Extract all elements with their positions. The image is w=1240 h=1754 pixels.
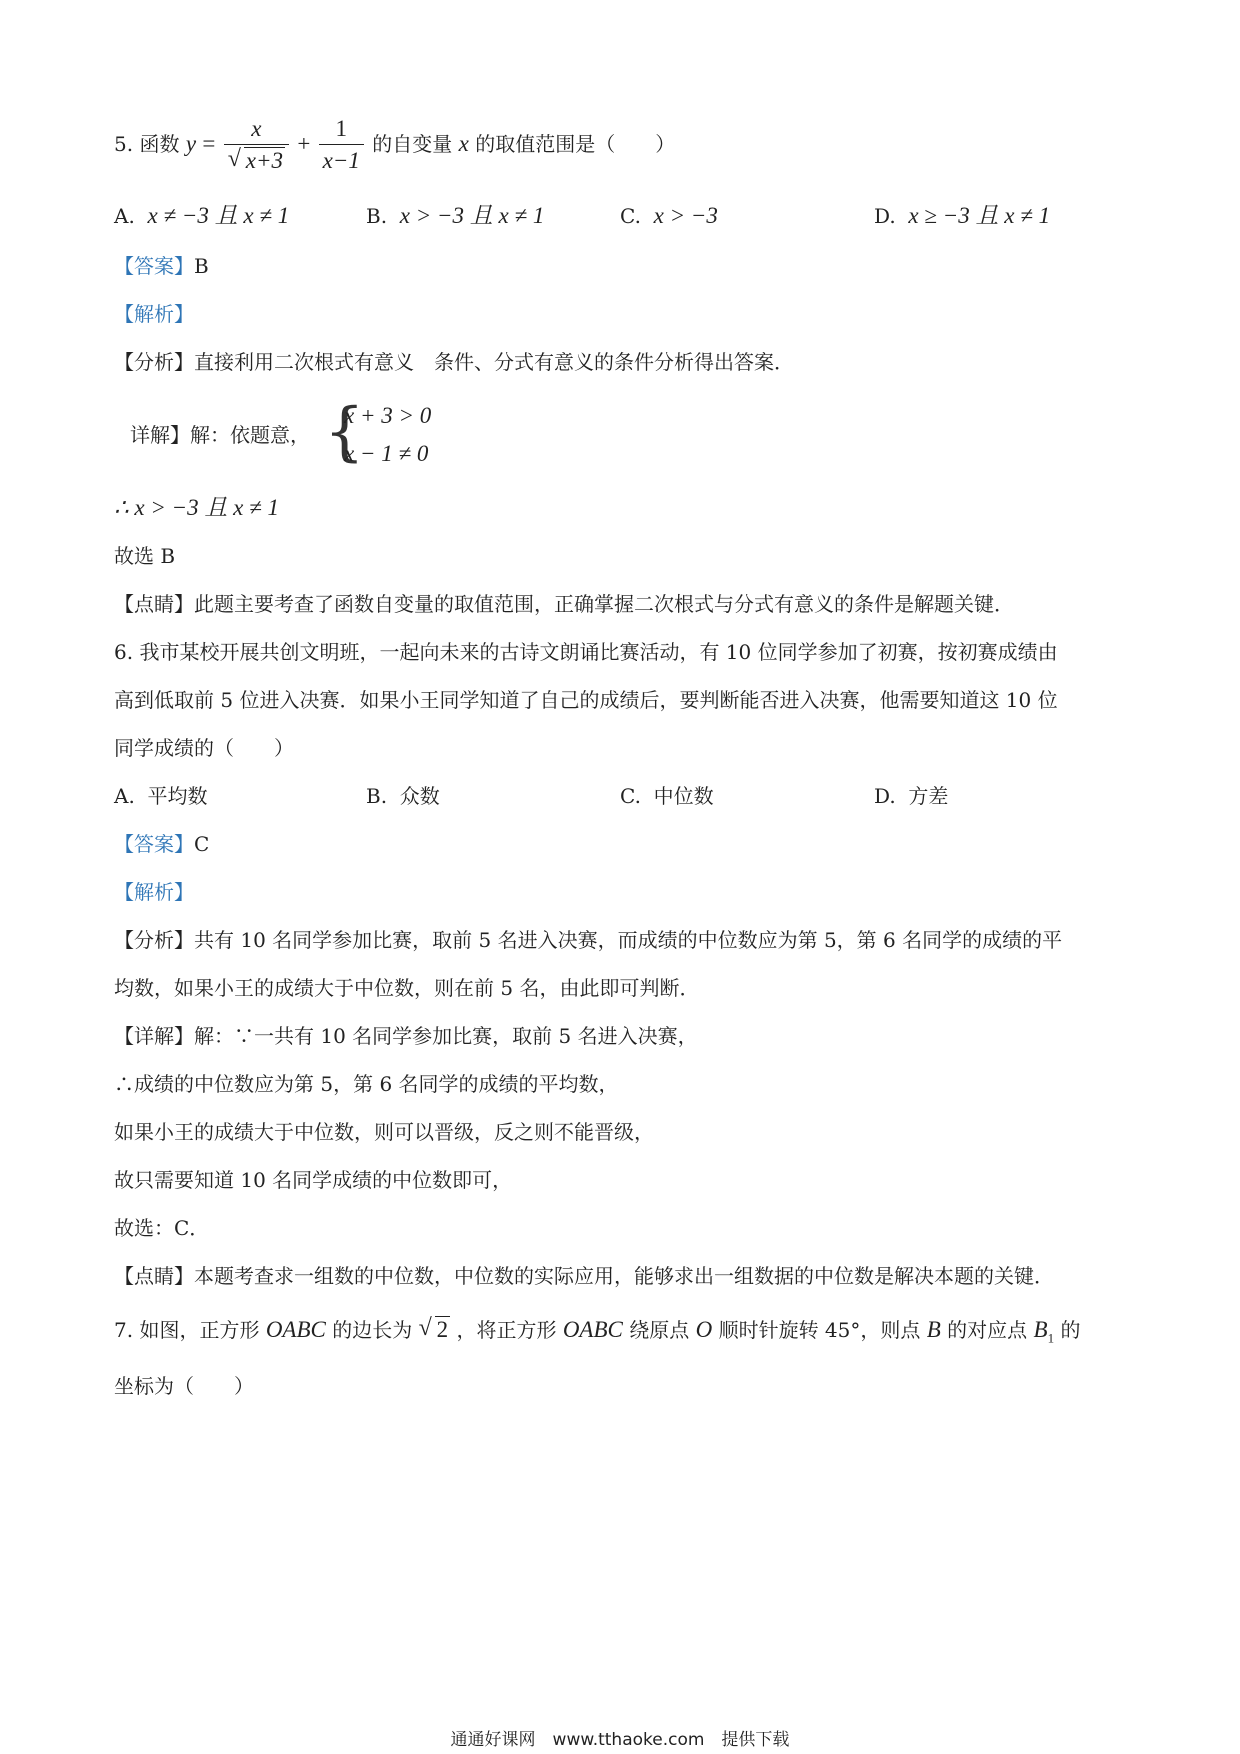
q5-option-b [366,202,544,230]
answer-tag: 【答案】 [114,832,194,856]
fenxi-text: 直接利用二次根式有意义 条件、分式有意义的条件分析得出答案． [194,350,794,374]
q7-sqrt-radicand: 2 [436,1317,449,1342]
q7-point-b: B [926,1317,941,1342]
option-text: 中位数 [653,784,714,808]
q7-text-6: 的对应点 [947,1318,1028,1342]
q7-b1-letter: B [1033,1317,1048,1342]
q6-xiangjie-line-4: 故只需要知道 10 名同学成绩的中位数即可， [114,1168,513,1192]
q5-fraction-2 [319,114,364,177]
page-footer: 通通好课网 www.tthaoke.com 提供下载 [450,1730,790,1750]
q5-option-d [874,202,1050,230]
q5-analysis-tag [114,300,194,328]
q7-b1-subscript: 1 [1047,1330,1055,1346]
q6-stem-line-2: 高到低取前 5 位进入决赛．如果小王同学知道了自己的成绩后，要判断能否进入决赛，他需要知道这 10 位 [114,688,1058,712]
q6-fenxi-line-2: 均数，如果小王的成绩大于中位数，则在前 5 名，由此即可判断． [114,976,700,1000]
option-text: 方差 [908,784,949,808]
dianjing-text: 此题主要考查了函数自变量的取值范围，正确掌握二次根式与分式有意义的条件是解题关键． [194,592,1014,616]
fenxi-tag: 【分析】 [114,350,194,374]
q6-analysis-tag [114,878,194,906]
q6-option-b [366,782,440,810]
q5-fenxi [114,348,794,376]
q5-system-line-2: x − 1 ≠ 0 [344,441,429,466]
fenxi-text: 共有 10 名同学参加比赛，取前 5 名进入决赛，而成绩的中位数应为第 5，第 6 名同学的成绩的平 [194,928,1063,952]
dianjing-text: 本题考查求一组数的中位数，中位数的实际应用，能够求出一组数据的中位数是解决本题的关键． [194,1264,1054,1288]
q5-answer [114,252,209,280]
q5-conclusion: ∴ x > −3 且 x ≠ 1 [114,495,279,520]
q7-text-5: 顺时针旋转 45°，则点 [718,1318,921,1342]
q6-stem-line-3: 同学成绩的（ ） [114,736,294,760]
dianjing-tag: 【点睛】 [114,1264,194,1288]
q5-eq: = [202,131,216,156]
q5-system-brace: { [324,395,365,469]
q5-prefix: 5. 函数 [114,132,180,156]
dianjing-tag: 【点睛】 [114,592,194,616]
option-text: x ≠ −3 且 x ≠ 1 [147,203,290,228]
q6-fenxi-line-1 [114,926,1062,954]
q5-var: x [458,131,469,156]
q6-xiangjie-line-3: 如果小王的成绩大于中位数，则可以晋级，反之则不能晋级， [114,1120,654,1144]
q5-frac1-den: x+3 [245,148,283,173]
q5-stem [114,112,675,176]
q6-xiangjie-line-1 [114,1022,698,1050]
option-letter: D. [874,784,896,808]
q5-choose: 故选 B [114,544,176,568]
option-text: 众数 [399,784,440,808]
q7-text-4: 绕原点 [629,1318,690,1342]
option-letter: C. [620,204,641,228]
q5-option-a [114,202,289,230]
option-letter: D. [874,204,896,228]
answer-value: B [194,254,209,278]
q5-suffix2: 的取值范围是（ ） [475,132,676,156]
q5-dianjing [114,590,1014,618]
answer-tag: 【答案】 [114,254,194,278]
q7-origin: O [695,1317,713,1342]
xiangjie-label: 详解】解：依题意， [130,423,310,447]
option-text: 平均数 [147,784,208,808]
q5-fraction-1 [224,114,289,177]
analysis-tag: 【解析】 [114,880,194,904]
option-letter: A. [114,204,135,228]
answer-value: C [194,832,210,856]
q6-answer [114,830,209,858]
option-letter: B. [366,204,388,228]
option-letter: A. [114,784,135,808]
q7-text-3: ，将正方形 [456,1318,557,1342]
option-text: x ≥ −3 且 x ≠ 1 [908,203,1051,228]
fenxi-tag: 【分析】 [114,928,194,952]
q7-stem-line-1 [114,1316,1080,1353]
q5-xiangjie [130,421,310,449]
option-letter: C. [620,784,641,808]
q7-text-7: 的 [1060,1318,1081,1342]
xiangjie-tag: 【详解】 [114,1024,194,1048]
q5-system-line-1: x + 3 > 0 [344,403,432,428]
q5-plus: + [297,131,311,156]
analysis-tag: 【解析】 [114,302,194,326]
q6-stem-line-1: 6. 我市某校开展共创文明班，一起向未来的古诗文朗诵比赛活动，有 10 位同学参加了初赛，按初赛成绩由 [114,640,1058,664]
q7-text-2: 的边长为 [332,1318,413,1342]
q6-dianjing [114,1262,1054,1290]
option-text: x > −3 且 x ≠ 1 [399,203,545,228]
q6-option-d [874,782,948,810]
q5-frac2-num: 1 [319,114,364,145]
option-letter: B. [366,784,388,808]
q7-stem-line-2: 坐标为（ ） [114,1374,254,1398]
q5-func-lhs: y [185,131,197,156]
xiangjie-text: 解：∵一共有 10 名同学参加比赛，取前 5 名进入决赛， [194,1024,698,1048]
q6-option-a [114,782,208,810]
q6-option-c [620,782,714,810]
q5-option-c [620,202,718,230]
q7-point-b1 [1033,1317,1055,1346]
option-text: x > −3 [653,203,718,228]
q7-text-1: 7. 如图，正方形 [114,1318,260,1342]
q7-square-name-2: OABC [562,1317,623,1342]
q5-frac2-den: x−1 [322,148,360,173]
q6-xiangjie-line-2: ∴成绩的中位数应为第 5，第 6 名同学的成绩的平均数， [114,1072,619,1096]
q7-square-name: OABC [265,1317,326,1342]
q5-suffix: 的自变量 [372,132,453,156]
q5-frac1-num: x [224,114,289,145]
q6-choose: 故选：C． [114,1216,210,1240]
